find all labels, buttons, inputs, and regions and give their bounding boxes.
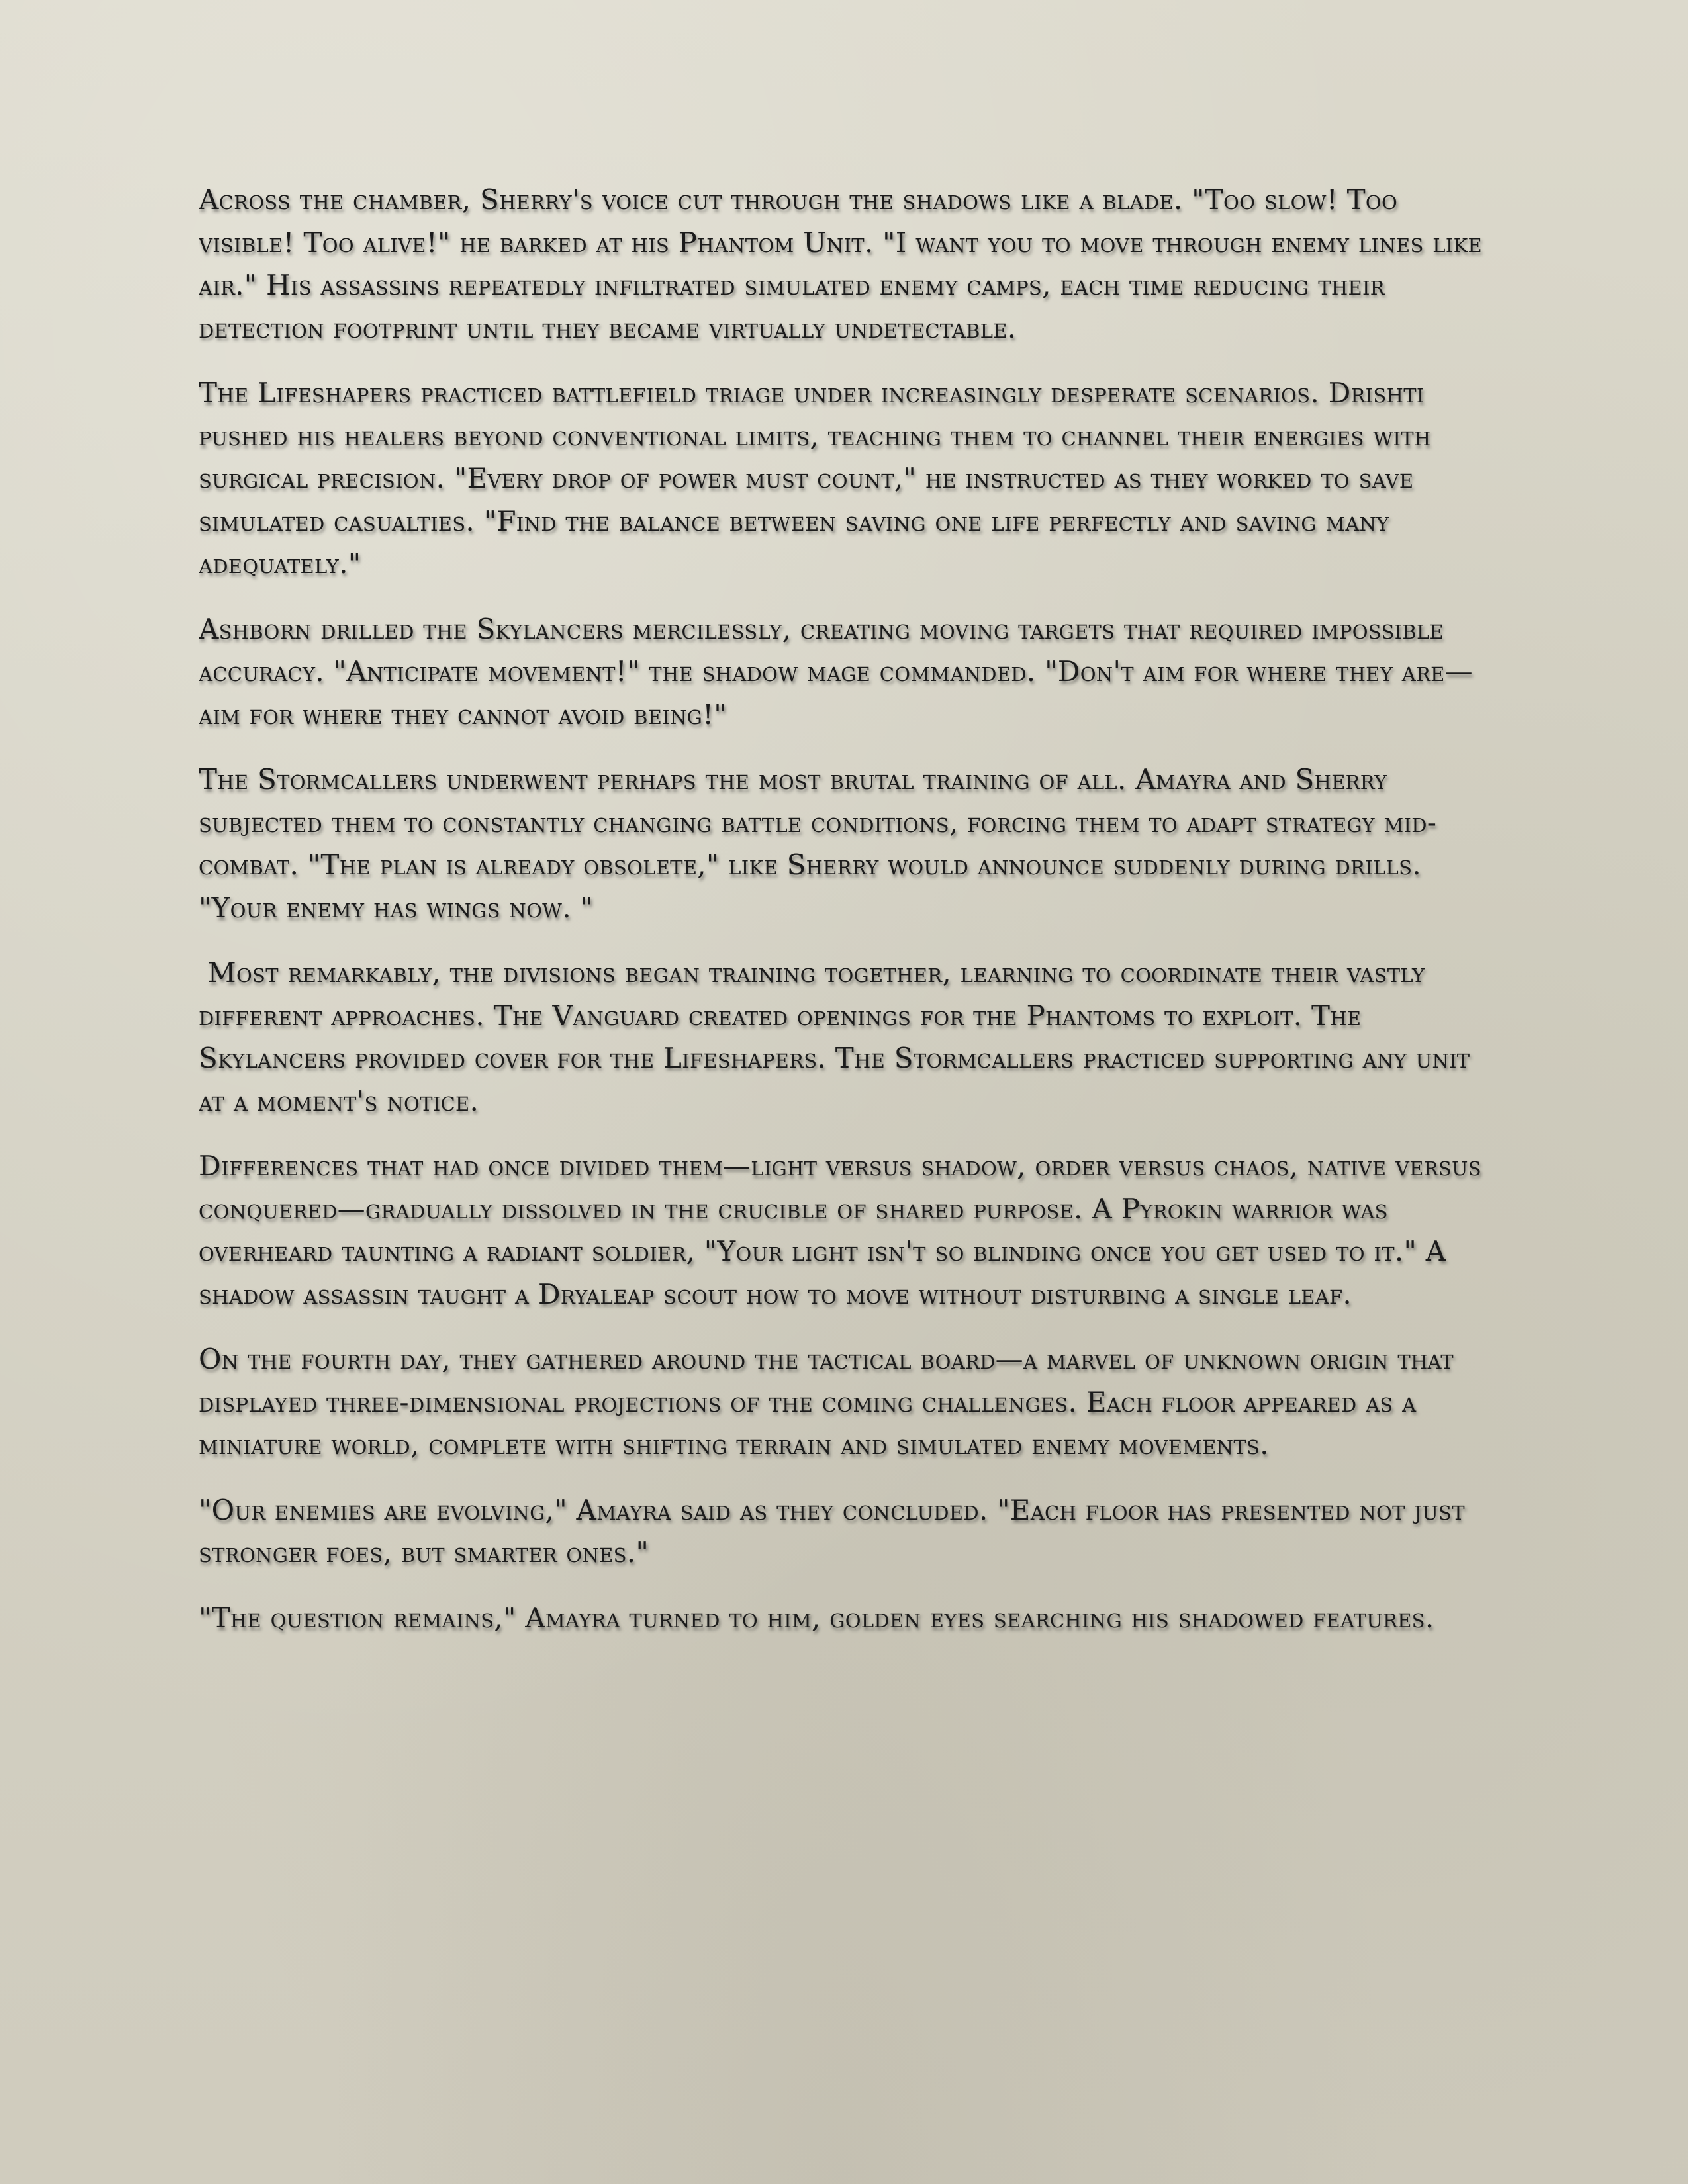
paragraph: The Stormcallers underwent perhaps the most brutal training of all. Amayra and Sherry subjected them to constantly changing battle conditions, forcing them to adapt strategy mid- combat. "The plan is already obsolete," like Sherry would announce suddenly during drills. "Your enemy has wings now. " <box>199 763 1437 924</box>
paragraph: The Lifeshapers practiced battlefield triage under increasingly desperate scenarios. Drishti pushed his healers beyond conventional limits, teaching them to channel their energies with surgical precision. "Every drop of power must count," he instructed as they worked to save simulated casualties. "Find the balance between saving one life perfectly and saving many adequately." <box>199 377 1431 580</box>
paragraph: Across the chamber, Sherry's voice cut through the shadows like a blade. "Too slow! Too visible! Too alive!" he barked at his Phantom Unit. "I want you to move through enemy lines like air." His assassins repeatedly infiltrated simulated enemy camps, each time reducing their detection footprint until they became virtually undetectable. <box>199 183 1483 344</box>
paragraph: "Our enemies are evolving," Amayra said as they concluded. "Each floor has presented not just stronger foes, but smarter ones." <box>199 1493 1465 1569</box>
paragraph: On the fourth day, they gathered around the tactical board—a marvel of unknown origin that displayed three-dimensional projections of the coming challenges. Each floor appeared as a miniature world, complete with shifting terrain and simulated enemy movements. <box>199 1343 1454 1461</box>
paragraph: Most remarkably, the divisions began training together, learning to coordinate their vastly different approaches. The Vanguard created openings for the Phantoms to exploit. The Skylancers provided cover for the Lifeshapers. The Stormcallers practiced supporting any unit at a moment's notice. <box>199 956 1479 1117</box>
document-page <box>199 179 1489 2032</box>
paragraph: Ashborn drilled the Skylancers mercilessly, creating moving targets that required impossible accuracy. "Anticipate movement!" the shadow mage commanded. "Don't aim for where they are—aim for where they cannot avoid being!" <box>199 612 1473 731</box>
paragraph: Differences that had once divided them—light versus shadow, order versus chaos, native versus conquered—gradually dissolved in the crucible of shared purpose. A Pyrokin warrior was overheard taunting a radiant soldier, "Your light isn't so blinding once you get used to it." A shadow assassin taught a Dryaleap scout how to move without disturbing a single leaf. <box>199 1150 1481 1310</box>
paragraph: "The question remains," Amayra turned to him, golden eyes searching his shadowed features. <box>199 1601 1434 1634</box>
